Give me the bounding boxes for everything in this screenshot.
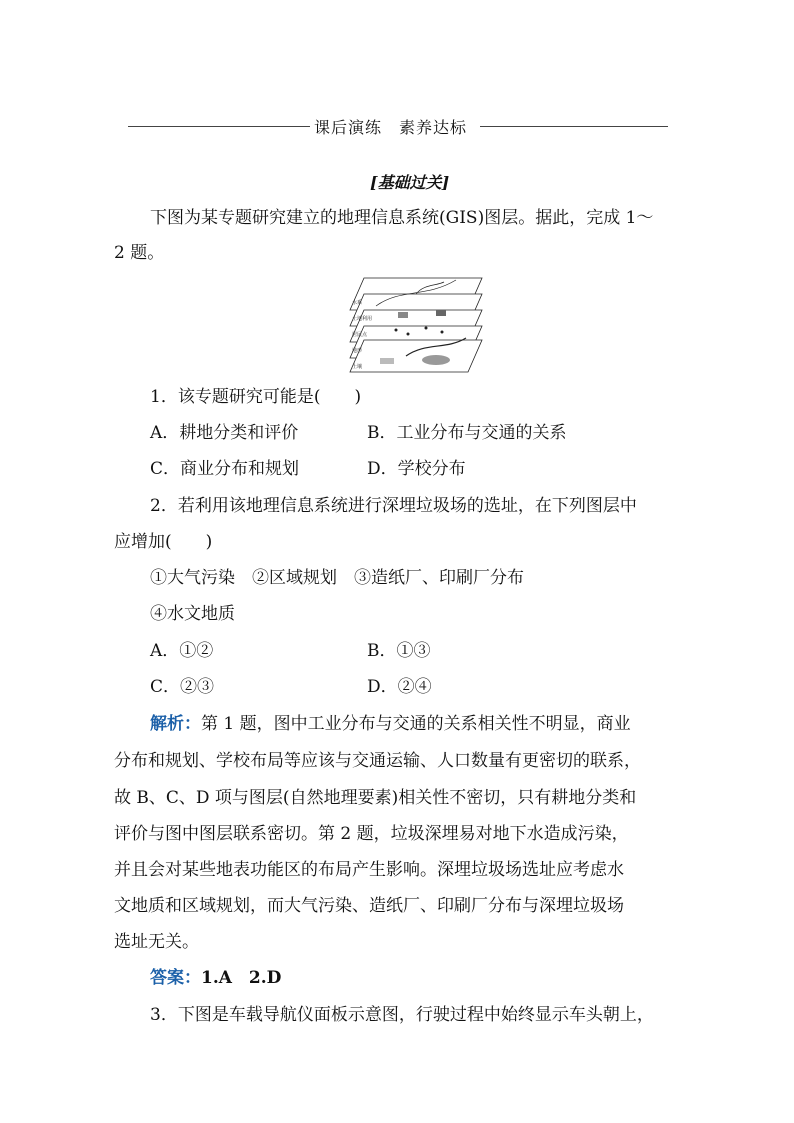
q2-option-a: A．①② bbox=[150, 641, 214, 661]
header-rule-right bbox=[480, 126, 668, 127]
q2-items-line-2: ④水文地质 bbox=[150, 604, 235, 624]
gis-layers-figure bbox=[346, 276, 486, 374]
layer-label-landuse: 土地利用 bbox=[352, 316, 373, 322]
q1-option-a: A．耕地分类和评价 bbox=[150, 423, 299, 443]
q1-stem: 1．该专题研究可能是( ) bbox=[150, 387, 362, 407]
q2-stem-line-1: 2．若利用该地理信息系统进行深埋垃圾场的选址，在下列图层中 bbox=[150, 496, 637, 516]
section-label: [基础过关] bbox=[370, 173, 450, 192]
layer-label-terrain: 地形 bbox=[352, 348, 363, 354]
q1-option-d: D．学校分布 bbox=[367, 459, 466, 479]
analysis-line-2: 分布和规划、学校布局等应该与交通运输、人口数量有更密切的联系， bbox=[114, 751, 641, 771]
layer-label-settlement: 居民点 bbox=[352, 332, 368, 338]
intro-line-2: 2 题。 bbox=[114, 243, 165, 263]
analysis-line-5: 并且会对某些地表功能区的布局产生影响。深埋垃圾场选址应考虑水 bbox=[114, 860, 624, 880]
intro-line-1: 下图为某专题研究建立的地理信息系统(GIS)图层。据此，完成 1～ bbox=[150, 208, 654, 228]
analysis-line-1 bbox=[150, 712, 631, 736]
page-header bbox=[128, 114, 668, 140]
analysis-line-3: 故 B、C、D 项与图层(自然地理要素)相关性不密切，只有耕地分类和 bbox=[114, 788, 637, 808]
analysis-line-4: 评价与图中图层联系密切。第 2 题，垃圾深埋易对地下水造成污染， bbox=[114, 824, 629, 844]
q1-option-c: C．商业分布和规划 bbox=[150, 459, 300, 479]
analysis-line-7: 选址无关。 bbox=[114, 932, 199, 952]
q2-items-line-1: ①大气污染 ②区域规划 ③造纸厂、印刷厂分布 bbox=[150, 568, 524, 588]
analysis-line-6: 文地质和区域规划，而大气污染、造纸厂、印刷厂分布与深埋垃圾场 bbox=[114, 896, 624, 916]
q2-option-b: B．①③ bbox=[367, 641, 431, 661]
q1-option-b: B．工业分布与交通的关系 bbox=[367, 423, 567, 443]
answer-text: 1.A 2.D bbox=[201, 968, 282, 988]
answer-line bbox=[150, 966, 281, 990]
header-rule-left bbox=[128, 126, 310, 127]
layer-label-water: 水系 bbox=[352, 300, 363, 306]
q3-stem: 3．下图是车载导航仪面板示意图，行驶过程中始终显示车头朝上， bbox=[150, 1005, 654, 1025]
q2-option-d: D．②④ bbox=[367, 677, 432, 697]
layer-soil bbox=[350, 340, 482, 372]
header-title: 课后演练 素养达标 bbox=[314, 118, 468, 137]
q2-stem-line-2: 应增加( ) bbox=[114, 532, 213, 552]
answer-label: 答案： bbox=[150, 968, 201, 988]
analysis-label: 解析： bbox=[150, 714, 201, 734]
analysis-text-1: 第 1 题，图中工业分布与交通的关系相关性不明显，商业 bbox=[201, 714, 631, 734]
q2-option-c: C．②③ bbox=[150, 677, 215, 697]
layer-label-soil: 土壤 bbox=[352, 364, 363, 370]
